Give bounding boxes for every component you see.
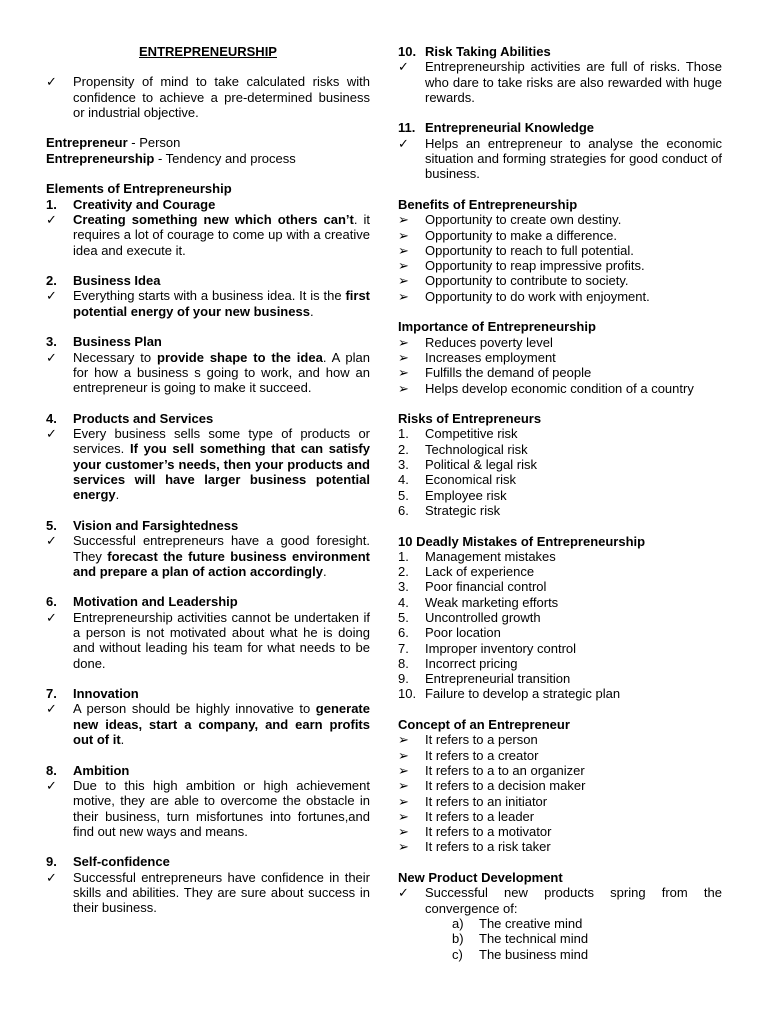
element-body [398,59,722,105]
body-text: Due to this high ambition or high achievement motive, they are able to overcome the obstacle in their business, turn misfortunes into fortunes,and find out new ways and means. [73,777,370,839]
list-item-text: Opportunity to reap impressive profits. [425,258,645,274]
body-text: . A plan for how a business s going to work, and how an entrepreneur is going to make it succeed. [73,349,370,396]
element-title: Business Plan [73,334,162,350]
arrow-bullet-icon: ➢ [398,824,409,840]
check-mark-icon: ✓ [398,59,409,75]
list-item [398,595,722,610]
element-title: Ambition [73,762,130,778]
intro-text: Propensity of mind to take calculated risks with confidence to achieve a pre-determined business or industrial objective. [73,74,370,120]
list-number: 8. [46,762,57,778]
list-number: 4. [398,472,409,488]
check-mark-icon: ✓ [398,135,409,151]
list-item [398,794,722,809]
list-number: 11. [398,120,416,136]
list-item-text: Improper inventory control [425,640,577,656]
list-item [398,732,722,747]
arrow-bullet-icon: ➢ [398,227,409,243]
list-item [398,778,722,793]
list-item-text: Poor location [425,625,501,641]
list-item [398,243,722,258]
list-item-text: It refers to a person [425,732,538,748]
page-title: ENTREPRENEURSHIP [139,44,277,59]
element-title: Business Idea [73,273,161,289]
definition-text: - Tendency and process [154,150,296,166]
arrow-bullet-icon: ➢ [398,762,409,778]
arrow-bullet-icon: ➢ [398,747,409,763]
list-item [398,916,722,931]
list-item-text: Opportunity to contribute to society. [425,273,629,289]
list-item-text: Opportunity to do work with enjoyment. [425,288,650,304]
list-item-text: The creative mind [479,915,583,931]
body-text: . [115,487,120,503]
definition-entrepreneurship [46,151,370,166]
list-item-text: It refers to a creator [425,747,539,763]
element-heading [46,594,370,609]
arrow-bullet-icon: ➢ [398,349,409,365]
list-number: 10. [398,44,417,59]
body-text: Necessary to [73,349,157,365]
list-item-text: Incorrect pricing [425,655,518,671]
section-heading: New Product Development [398,870,563,886]
element-body [46,778,370,839]
list-number: 3. [398,457,409,473]
list-number: 6. [398,502,409,518]
element-body [46,610,370,671]
body-text: Successful new products spring from the convergence of: [425,885,722,916]
list-number: 5. [398,487,409,503]
list-item [398,763,722,778]
check-mark-icon: ✓ [46,777,57,793]
arrow-bullet-icon: ➢ [398,334,409,350]
list-item [398,457,722,472]
list-item-text: Poor financial control [425,579,547,595]
list-item [398,579,722,594]
element-title: Risk Taking Abilities [425,44,551,59]
element-title: Self-confidence [73,854,170,870]
list-number: 4. [398,594,409,610]
list-item-text: Helps develop economic condition of a country [425,380,694,396]
element-title: Motivation and Leadership [73,594,238,610]
section-heading: 10 Deadly Mistakes of Entrepreneurship [398,533,646,549]
list-item [398,503,722,518]
body-text: Successful entrepreneurs have a good foresight. They [73,533,370,564]
check-mark-icon: ✓ [46,426,57,442]
list-number: 1. [398,426,409,442]
list-item [398,273,722,288]
element-heading [46,854,370,869]
list-number: 2. [398,564,409,580]
element-body [46,426,370,502]
element-title: Innovation [73,686,139,702]
section-heading: Elements of Entrepreneurship [46,181,232,197]
emphasis-text: provide shape to the idea [157,349,323,365]
list-number: 9. [46,854,57,870]
list-item-text: Employee risk [425,487,507,503]
body-text: . [120,732,125,748]
list-item-text: Uncontrolled growth [425,609,541,625]
element-heading [46,518,370,533]
list-item-text: Competitive risk [425,426,518,442]
list-item [398,549,722,564]
arrow-bullet-icon: ➢ [398,212,409,228]
list-number: 9. [398,671,409,687]
body-text: Every business sells some type of products or services. [73,426,370,457]
list-item [398,671,722,686]
list-item-text: It refers to a decision maker [425,778,586,794]
list-item [398,228,722,243]
list-number: 6. [398,625,409,641]
arrow-bullet-icon: ➢ [398,273,409,289]
definition-entrepreneur [46,135,370,150]
list-item-text: Reduces poverty level [425,334,553,350]
emphasis-text: forecast the future business environment and prepare a plan of action accordingly [73,548,370,579]
section-heading: Concept of an Entrepreneur [398,717,570,733]
list-number: 1. [398,548,409,564]
check-mark-icon: ✓ [46,288,57,304]
element-body [46,212,370,258]
element-title: Creativity and Courage [73,196,216,212]
list-item [398,656,722,671]
section-heading: Risks of Entrepreneurs [398,411,542,427]
definition-term: Entrepreneur [46,135,128,151]
list-item [398,947,722,962]
list-item [398,564,722,579]
arrow-bullet-icon: ➢ [398,242,409,258]
emphasis-text: If you sell something that can satisfy your customer’s needs, then your products and services will have larger business potential energy [73,441,370,503]
list-item [398,839,722,854]
list-item [398,748,722,763]
list-letter: b) [452,931,464,947]
list-number: 3. [46,334,57,350]
check-mark-icon: ✓ [46,701,57,717]
element-title: Products and Services [73,410,214,426]
check-mark-icon: ✓ [398,885,409,901]
element-heading [398,120,722,135]
element-body [46,701,370,747]
list-number: 1. [46,196,57,212]
list-item-text: It refers to a to an organizer [425,762,585,778]
left-column [46,44,370,916]
list-item-text: It refers to a motivator [425,824,552,840]
emphasis-text: generate new ideas, start a company, and earn profits out of it [73,701,370,748]
arrow-bullet-icon: ➢ [398,778,409,794]
body-text: . it requires a lot of courage to come up with a creative idea and execute it. [73,211,370,258]
list-item [398,350,722,365]
list-number: 2. [398,441,409,457]
body-text: Everything starts with a business idea. It is the [73,288,346,304]
list-item [398,289,722,304]
list-item-text: Economical risk [425,472,517,488]
element-heading [46,763,370,778]
list-item [398,686,722,701]
arrow-bullet-icon: ➢ [398,839,409,855]
list-number: 5. [398,609,409,625]
intro-item [46,74,370,120]
list-item [398,335,722,350]
right-column [398,44,722,962]
list-number: 7. [46,686,57,702]
list-item [398,426,722,441]
list-item-text: Lack of experience [425,564,535,580]
list-number: 10. [398,686,417,702]
list-item-text: Management mistakes [425,548,556,564]
arrow-bullet-icon: ➢ [398,808,409,824]
element-heading [398,44,722,59]
list-item-text: Opportunity to reach to full potential. [425,242,634,258]
list-item-text: Increases employment [425,349,556,365]
list-item [398,365,722,380]
list-item [398,442,722,457]
list-item-text: It refers to a leader [425,808,535,824]
body-text: . [322,563,327,579]
definition-term: Entrepreneurship [46,150,155,166]
element-title: Vision and Farsightedness [73,517,239,533]
list-number: 3. [398,579,409,595]
body-text: Helps an entrepreneur to analyse the economic situation and forming strategies for good conduct of business. [425,135,722,182]
check-mark-icon: ✓ [46,211,57,227]
list-number: 4. [46,410,57,426]
list-number: 6. [46,594,57,610]
check-mark-icon: ✓ [46,349,57,365]
element-body [46,350,370,396]
list-item [398,472,722,487]
body-text: Successful entrepreneurs have confidence in their skills and abilities. They are sure about success in their business. [73,869,370,916]
arrow-bullet-icon: ➢ [398,793,409,809]
list-item-text: The technical mind [479,931,589,947]
check-mark-icon: ✓ [46,609,57,625]
element-heading [46,197,370,212]
list-item-text: Entrepreneurial transition [425,671,571,687]
arrow-bullet-icon: ➢ [398,365,409,381]
list-item-text: It refers to a risk taker [425,839,551,855]
element-heading [46,334,370,349]
list-item-text: The business mind [479,946,589,962]
emphasis-text: first potential energy of your new business [73,288,370,319]
list-number: 5. [46,517,57,533]
list-item-text: Weak marketing efforts [425,594,559,610]
element-heading [46,686,370,701]
arrow-bullet-icon: ➢ [398,732,409,748]
list-item-text: Opportunity to make a difference. [425,227,617,243]
body-text: A person should be highly innovative to [73,701,316,717]
element-body [46,870,370,916]
check-mark-icon: ✓ [46,74,57,90]
list-item [398,931,722,946]
list-item [398,488,722,503]
arrow-bullet-icon: ➢ [398,288,409,304]
list-item-text: Technological risk [425,441,528,457]
element-body [46,533,370,579]
body-text: Entrepreneurship activities are full of risks. Those who dare to take risks are also rewarded with huge rewards. [425,59,722,105]
list-item-text: Strategic risk [425,502,501,518]
list-item-text: Opportunity to create own destiny. [425,212,622,228]
definition-text: - Person [127,135,181,151]
check-mark-icon: ✓ [46,869,57,885]
element-heading [46,411,370,426]
body-text: . [309,303,314,319]
list-item [398,625,722,640]
list-item [398,641,722,656]
list-number: 7. [398,640,409,656]
list-item-text: Political & legal risk [425,457,537,473]
element-body [398,885,722,916]
body-text: Entrepreneurship activities cannot be undertaken if a person is not motivated about what he is doing and without leading his team for what needs to be done. [73,609,370,671]
list-item-text: Fulfills the demand of people [425,365,592,381]
arrow-bullet-icon: ➢ [398,258,409,274]
list-item [398,381,722,396]
list-item [398,824,722,839]
section-heading: Benefits of Entrepreneurship [398,196,578,212]
section-heading: Importance of Entrepreneurship [398,319,596,335]
list-item [398,212,722,227]
emphasis-text: Creating something new which others can’t [73,211,354,227]
list-number: 2. [46,273,57,289]
element-body [398,136,722,182]
element-title: Entrepreneurial Knowledge [425,120,595,136]
list-letter: a) [452,915,464,931]
element-heading [46,273,370,288]
list-item [398,258,722,273]
list-item-text: It refers to an initiator [425,793,548,809]
list-item-text: Failure to develop a strategic plan [425,686,621,702]
element-body [46,288,370,319]
list-letter: c) [452,946,463,962]
list-item [398,610,722,625]
list-item [398,809,722,824]
check-mark-icon: ✓ [46,533,57,549]
list-number: 8. [398,655,409,671]
arrow-bullet-icon: ➢ [398,380,409,396]
